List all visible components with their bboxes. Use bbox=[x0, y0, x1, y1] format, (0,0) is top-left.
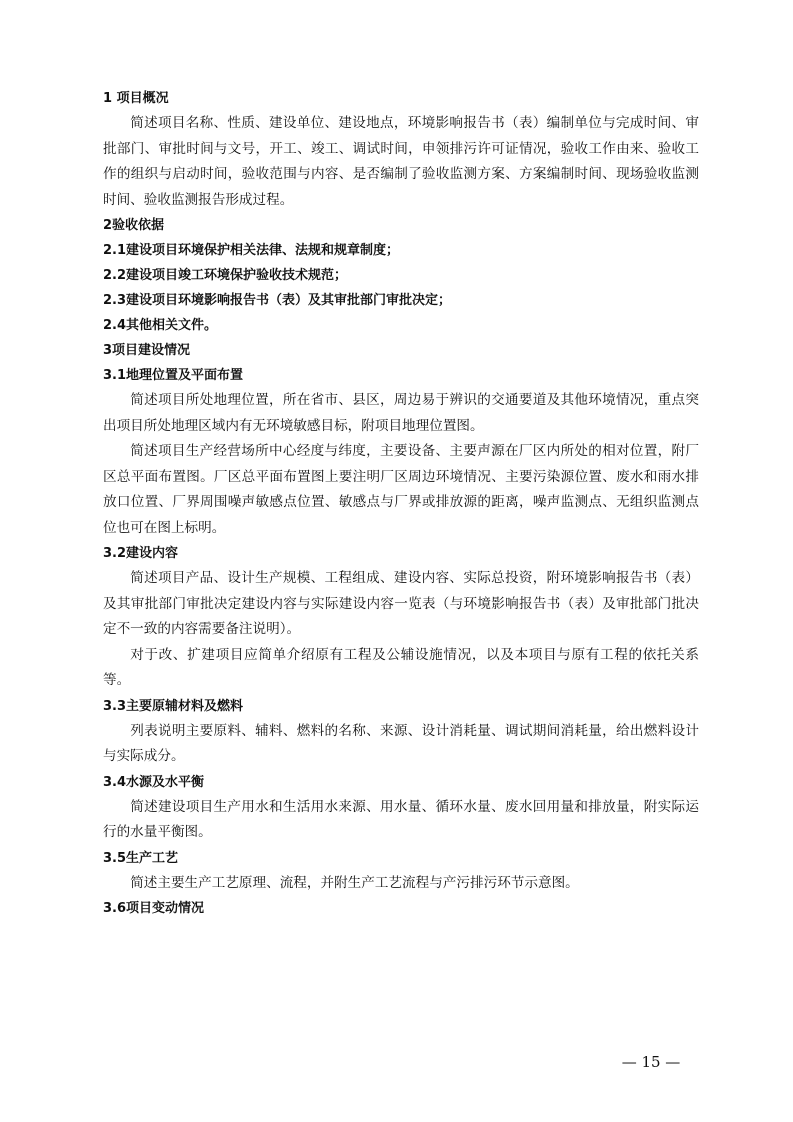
subsection-heading: 3.4水源及水平衡 bbox=[103, 774, 205, 790]
paragraph: 对于改、扩建项目应简单介绍原有工程及公辅设施情况，以及本项目与原有工程的依托关系等。 bbox=[103, 646, 699, 688]
paragraph: 简述项目所处地理位置，所在省市、县区，周边易于辨识的交通要道及其他环境情况，重点突出项目所处地理区域内有无环境敏感目标，附项目地理位置图。 bbox=[103, 392, 699, 434]
subsection-heading: 3.2建设内容 bbox=[103, 546, 179, 561]
subsection-heading: 3.1地理位置及平面布置 bbox=[103, 368, 244, 383]
paragraph: 列表说明主要原料、辅料、燃料的名称、来源、设计消耗量、调试期间消耗量，给出燃料设计与实际成分。 bbox=[103, 722, 699, 764]
paragraph: 简述项目产品、设计生产规模、工程组成、建设内容、实际总投资，附环境影响报告书（表）及其审批部门审批决定建设内容与实际建设内容一览表（与环境影响报告书（表）及审批部门批决定不一致的内容需要备注说明）。 bbox=[103, 570, 699, 637]
paragraph: 简述项目名称、性质、建设单位、建设地点，环境影响报告书（表）编制单位与完成时间、审批部门、审批时间与文号，开工、竣工、调试时间，申领排污许可证情况，验收工作由来、验收工作的组织与启动时间，验收范围与内容、是否编制了验收监测方案、方案编制时间、现场验收监测时间、验收监测报告形成过程。 bbox=[103, 115, 699, 208]
section-heading: 3项目建设情况 bbox=[103, 343, 191, 358]
section-heading: 1 项目概况 bbox=[103, 91, 169, 106]
page-number: — 15 — bbox=[621, 1053, 681, 1071]
subsection-heading: 3.3主要原辅材料及燃料 bbox=[103, 698, 244, 714]
paragraph: 简述主要生产工艺原理、流程，并附生产工艺流程与产污排污环节示意图。 bbox=[130, 874, 579, 891]
subsection-heading: 2.3建设项目环境影响报告书（表）及其审批部门审批决定； bbox=[103, 293, 452, 308]
subsection-heading: 3.5生产工艺 bbox=[103, 850, 179, 866]
document-body bbox=[103, 86, 699, 921]
subsection-heading: 2.2建设项目竣工环境保护验收技术规范； bbox=[103, 268, 348, 283]
subsection-heading: 2.4其他相关文件。 bbox=[103, 318, 218, 333]
paragraph: 简述项目生产经营场所中心经度与纬度，主要设备、主要声源在厂区内所处的相对位置，附厂区总平面布置图。厂区总平面布置图上要注明厂区周边环境情况、主要污染源位置、废水和雨水排放口位置、厂界周围噪声敏感点位置、敏感点与厂界或排放源的距离，噪声监测点、无组织监测点位也可在图上标明。 bbox=[103, 443, 699, 536]
section-heading: 2验收依据 bbox=[103, 218, 165, 233]
paragraph: 简述建设项目生产用水和生活用水来源、用水量、循环水量、废水回用量和排放量，附实际运行的水量平衡图。 bbox=[103, 798, 699, 840]
subsection-heading: 2.1建设项目环境保护相关法律、法规和规章制度； bbox=[103, 243, 400, 258]
subsection-heading: 3.6项目变动情况 bbox=[103, 901, 205, 916]
